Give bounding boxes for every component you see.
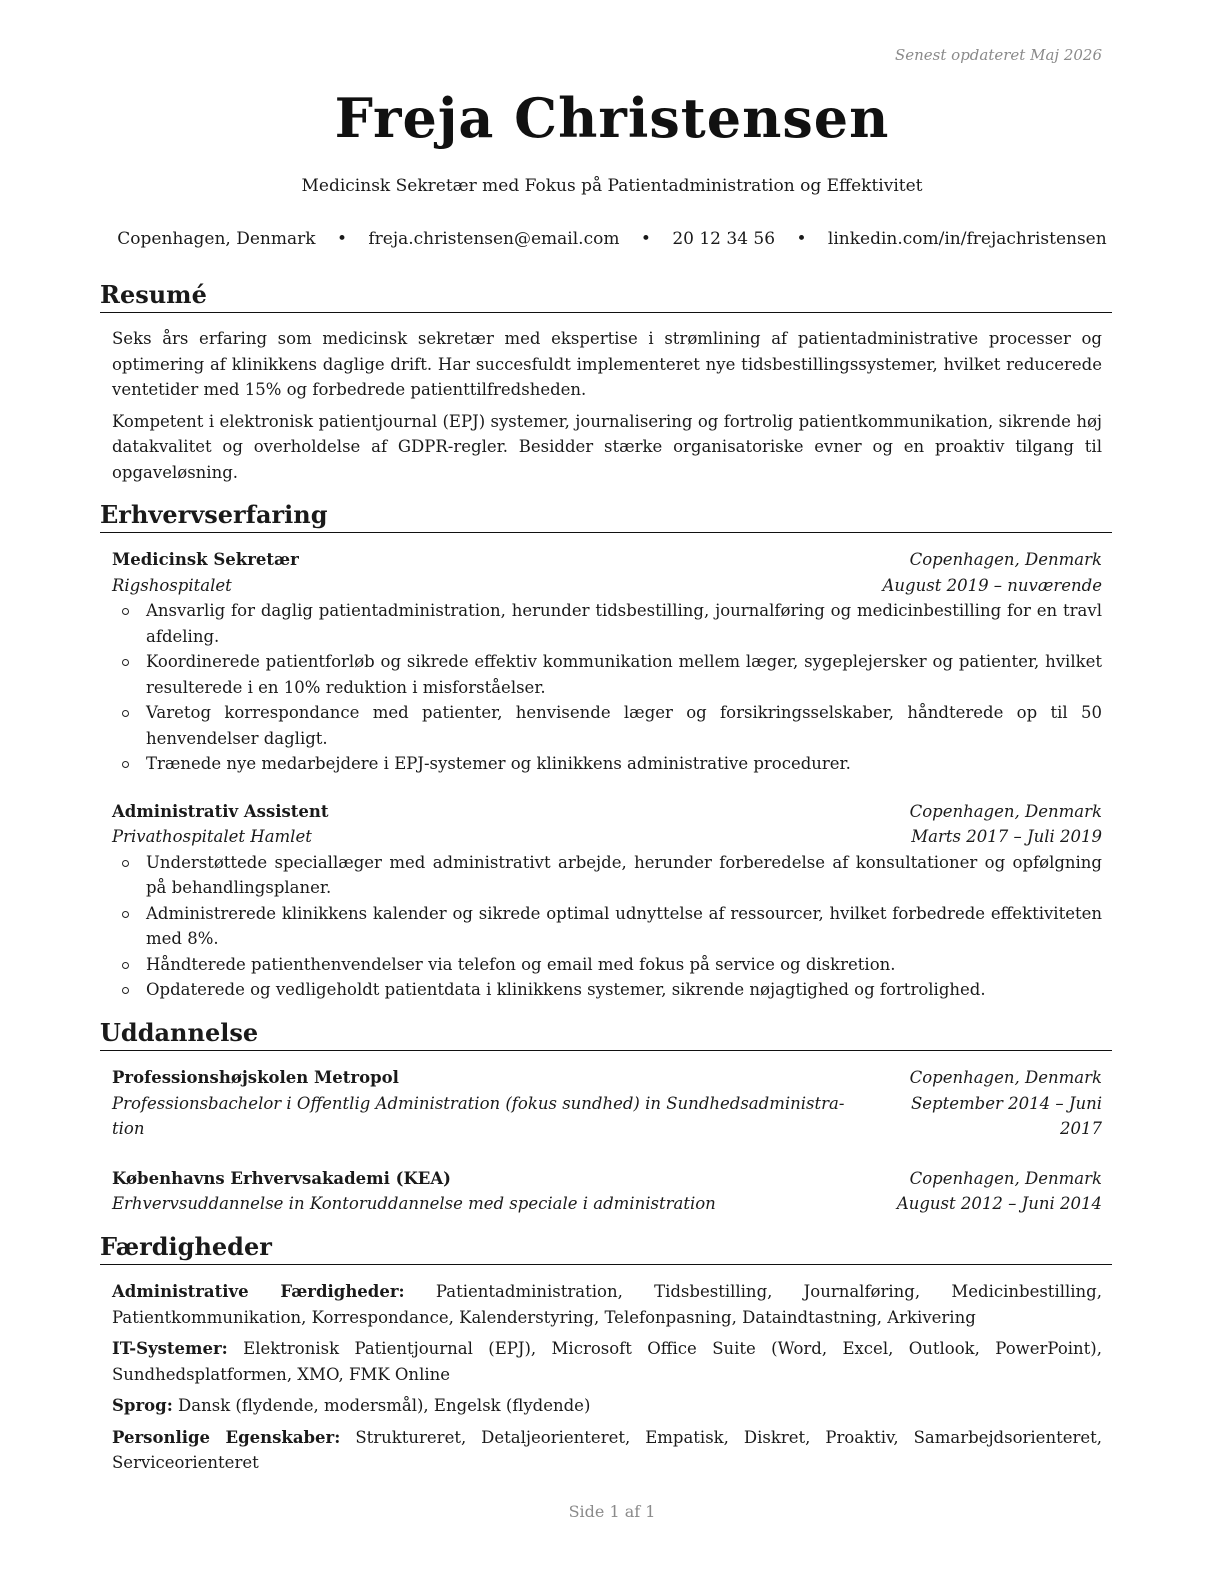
school-dates: September 2014 – Juni xyxy=(910,1093,1102,1113)
skill-group xyxy=(112,1425,1102,1476)
school-dates-cont: 2017 xyxy=(1060,1119,1102,1138)
list-item: Håndterede patienthenvendelser via telefon og email med fokus på service og diskretion. xyxy=(112,952,1102,978)
bullet-separator: • xyxy=(640,229,651,249)
list-item: Ansvarlig for daglig patientadministration, herunder tidsbestilling, journalføring og medicinbestilling for en travl afdeling. xyxy=(112,598,1102,649)
skill-group xyxy=(112,1279,1102,1330)
list-item: Understøttede speciallæger med administrativt arbejde, herunder forberedelse af konsultationer og opfølgning på behandlingsplaner. xyxy=(112,850,1102,901)
job-bullets xyxy=(112,850,1102,1003)
contact-linkedin[interactable]: linkedin.com/in/frejachristensen xyxy=(827,229,1107,249)
job-employer: Rigshospitalet xyxy=(112,575,232,595)
education-entry xyxy=(112,1166,1102,1217)
section-heading: Erhvervserfaring xyxy=(100,500,1112,533)
section-heading: Uddannelse xyxy=(100,1018,1112,1051)
skill-text: Patientadministration, Tidsbestilling, Journalføring, Medicinbestilling, Patientkommunikation, Korrespondance, Kalenderstyring, Telefonpasning, Dataindtastning, Arkivering xyxy=(112,1282,1102,1327)
section-heading: Resumé xyxy=(100,280,1112,313)
school-dates: August 2012 – Juni 2014 xyxy=(896,1194,1102,1213)
skill-label: IT-Systemer: xyxy=(112,1339,228,1358)
list-item: Varetog korrespondance med patienter, henvisende læger og forsikringsselskaber, håndterede op til 50 henvendelser dagligt. xyxy=(112,700,1102,751)
contact-line xyxy=(0,229,1224,249)
education-entry xyxy=(112,1065,1102,1142)
list-item: Trænede nye medarbejdere i EPJ-systemer og klinikkens administrative procedurer. xyxy=(112,751,1102,777)
job-dates: Marts 2017 – Juli 2019 xyxy=(911,827,1102,846)
education-section xyxy=(100,1018,1112,1217)
page-number: Side 1 af 1 xyxy=(568,1502,656,1521)
job-employer: Privathospitalet Hamlet xyxy=(112,827,312,846)
school-name: Professionshøjskolen Metropol xyxy=(112,1068,399,1087)
skill-label: Administrative Færdigheder: xyxy=(112,1282,405,1301)
school-degree-cont: tion xyxy=(112,1119,145,1138)
summary-paragraph: Seks års erfaring som medicinsk sekretær med ekspertise i strømlining af patientadministrative processer og optimering af klinikkens daglige drift. Har succesfuldt implementeret nye tidsbestillingssystemer, hvilket reducerede ventetider med 15% og forbedrede patienttilfredsheden. xyxy=(112,329,1102,399)
job-dates: August 2019 – nuværende xyxy=(882,575,1102,595)
job-entry xyxy=(112,799,1102,1003)
summary-paragraph: Kompetent i elektronisk patientjournal (EPJ) systemer, journalisering og fortrolig patientkommunikation, sikrende høj datakvalitet og overholdelse af GDPR-regler. Besidder stærke organisatoriske evner og en proaktiv tilgang til opgaveløsning. xyxy=(112,411,1102,482)
school-location: Copenhagen, Denmark xyxy=(909,1068,1102,1087)
skill-text: Elektronisk Patientjournal (EPJ), Microsoft Office Suite (Word, Excel, Outlook, PowerPoint), Sundhedsplatformen, XMO, FMK Online xyxy=(112,1339,1102,1384)
job-bullets xyxy=(112,598,1102,777)
skill-text: Struktureret, Detaljeorienteret, Empatisk, Diskret, Proaktiv, Samarbejdsorienteret, Serviceorienteret xyxy=(112,1427,1102,1472)
list-item: Koordinerede patientforløb og sikrede effektiv kommunikation mellem læger, sygeplejersker og patienter, hvilket resulterede i en 10% reduktion i misforståelser. xyxy=(112,649,1102,700)
job-location: Copenhagen, Denmark xyxy=(909,550,1102,569)
school-degree: Erhvervsuddannelse in Kontoruddannelse med speciale i administration xyxy=(112,1194,716,1213)
list-item: Administrerede klinikkens kalender og sikrede optimal udnyttelse af ressourcer, hvilket forbedrede effektiviteten med 8%. xyxy=(112,901,1102,952)
school-name: Københavns Erhvervsakademi (KEA) xyxy=(112,1168,451,1188)
experience-section xyxy=(100,500,1112,1003)
skill-group xyxy=(112,1336,1102,1387)
skill-group xyxy=(112,1393,1102,1419)
contact-phone: 20 12 34 56 xyxy=(672,229,776,249)
bullet-separator: • xyxy=(796,229,807,249)
school-degree: Professionsbachelor i Offentlig Administration (fokus sundhed) in Sundhedsadministra- xyxy=(112,1093,845,1113)
candidate-name: Freja Christensen xyxy=(334,86,890,150)
list-item: Opdaterede og vedligeholdt patientdata i klinikkens systemer, sikrende nøjagtighed og fortrolighed. xyxy=(112,977,1102,1003)
last-updated: Senest opdateret Maj 2026 xyxy=(894,46,1102,64)
bullet-separator: • xyxy=(336,229,347,249)
summary-section xyxy=(100,280,1112,491)
job-role: Medicinsk Sekretær xyxy=(112,550,299,569)
skill-label: Sprog: xyxy=(112,1396,173,1415)
contact-location: Copenhagen, Denmark xyxy=(117,229,316,249)
skill-text: Dansk (flydende, modersmål), Engelsk (flydende) xyxy=(178,1396,591,1415)
job-location: Copenhagen, Denmark xyxy=(909,801,1102,821)
section-heading: Færdigheder xyxy=(100,1232,1112,1265)
school-location: Copenhagen, Denmark xyxy=(909,1168,1102,1188)
candidate-subtitle: Medicinsk Sekretær med Fokus på Patientadministration og Effektivitet xyxy=(301,176,923,196)
skill-label: Personlige Egenskaber: xyxy=(112,1427,341,1447)
job-role: Administrativ Assistent xyxy=(112,801,329,821)
contact-email[interactable]: freja.christensen@email.com xyxy=(368,229,620,249)
job-entry xyxy=(112,547,1102,777)
skills-section xyxy=(100,1232,1112,1482)
